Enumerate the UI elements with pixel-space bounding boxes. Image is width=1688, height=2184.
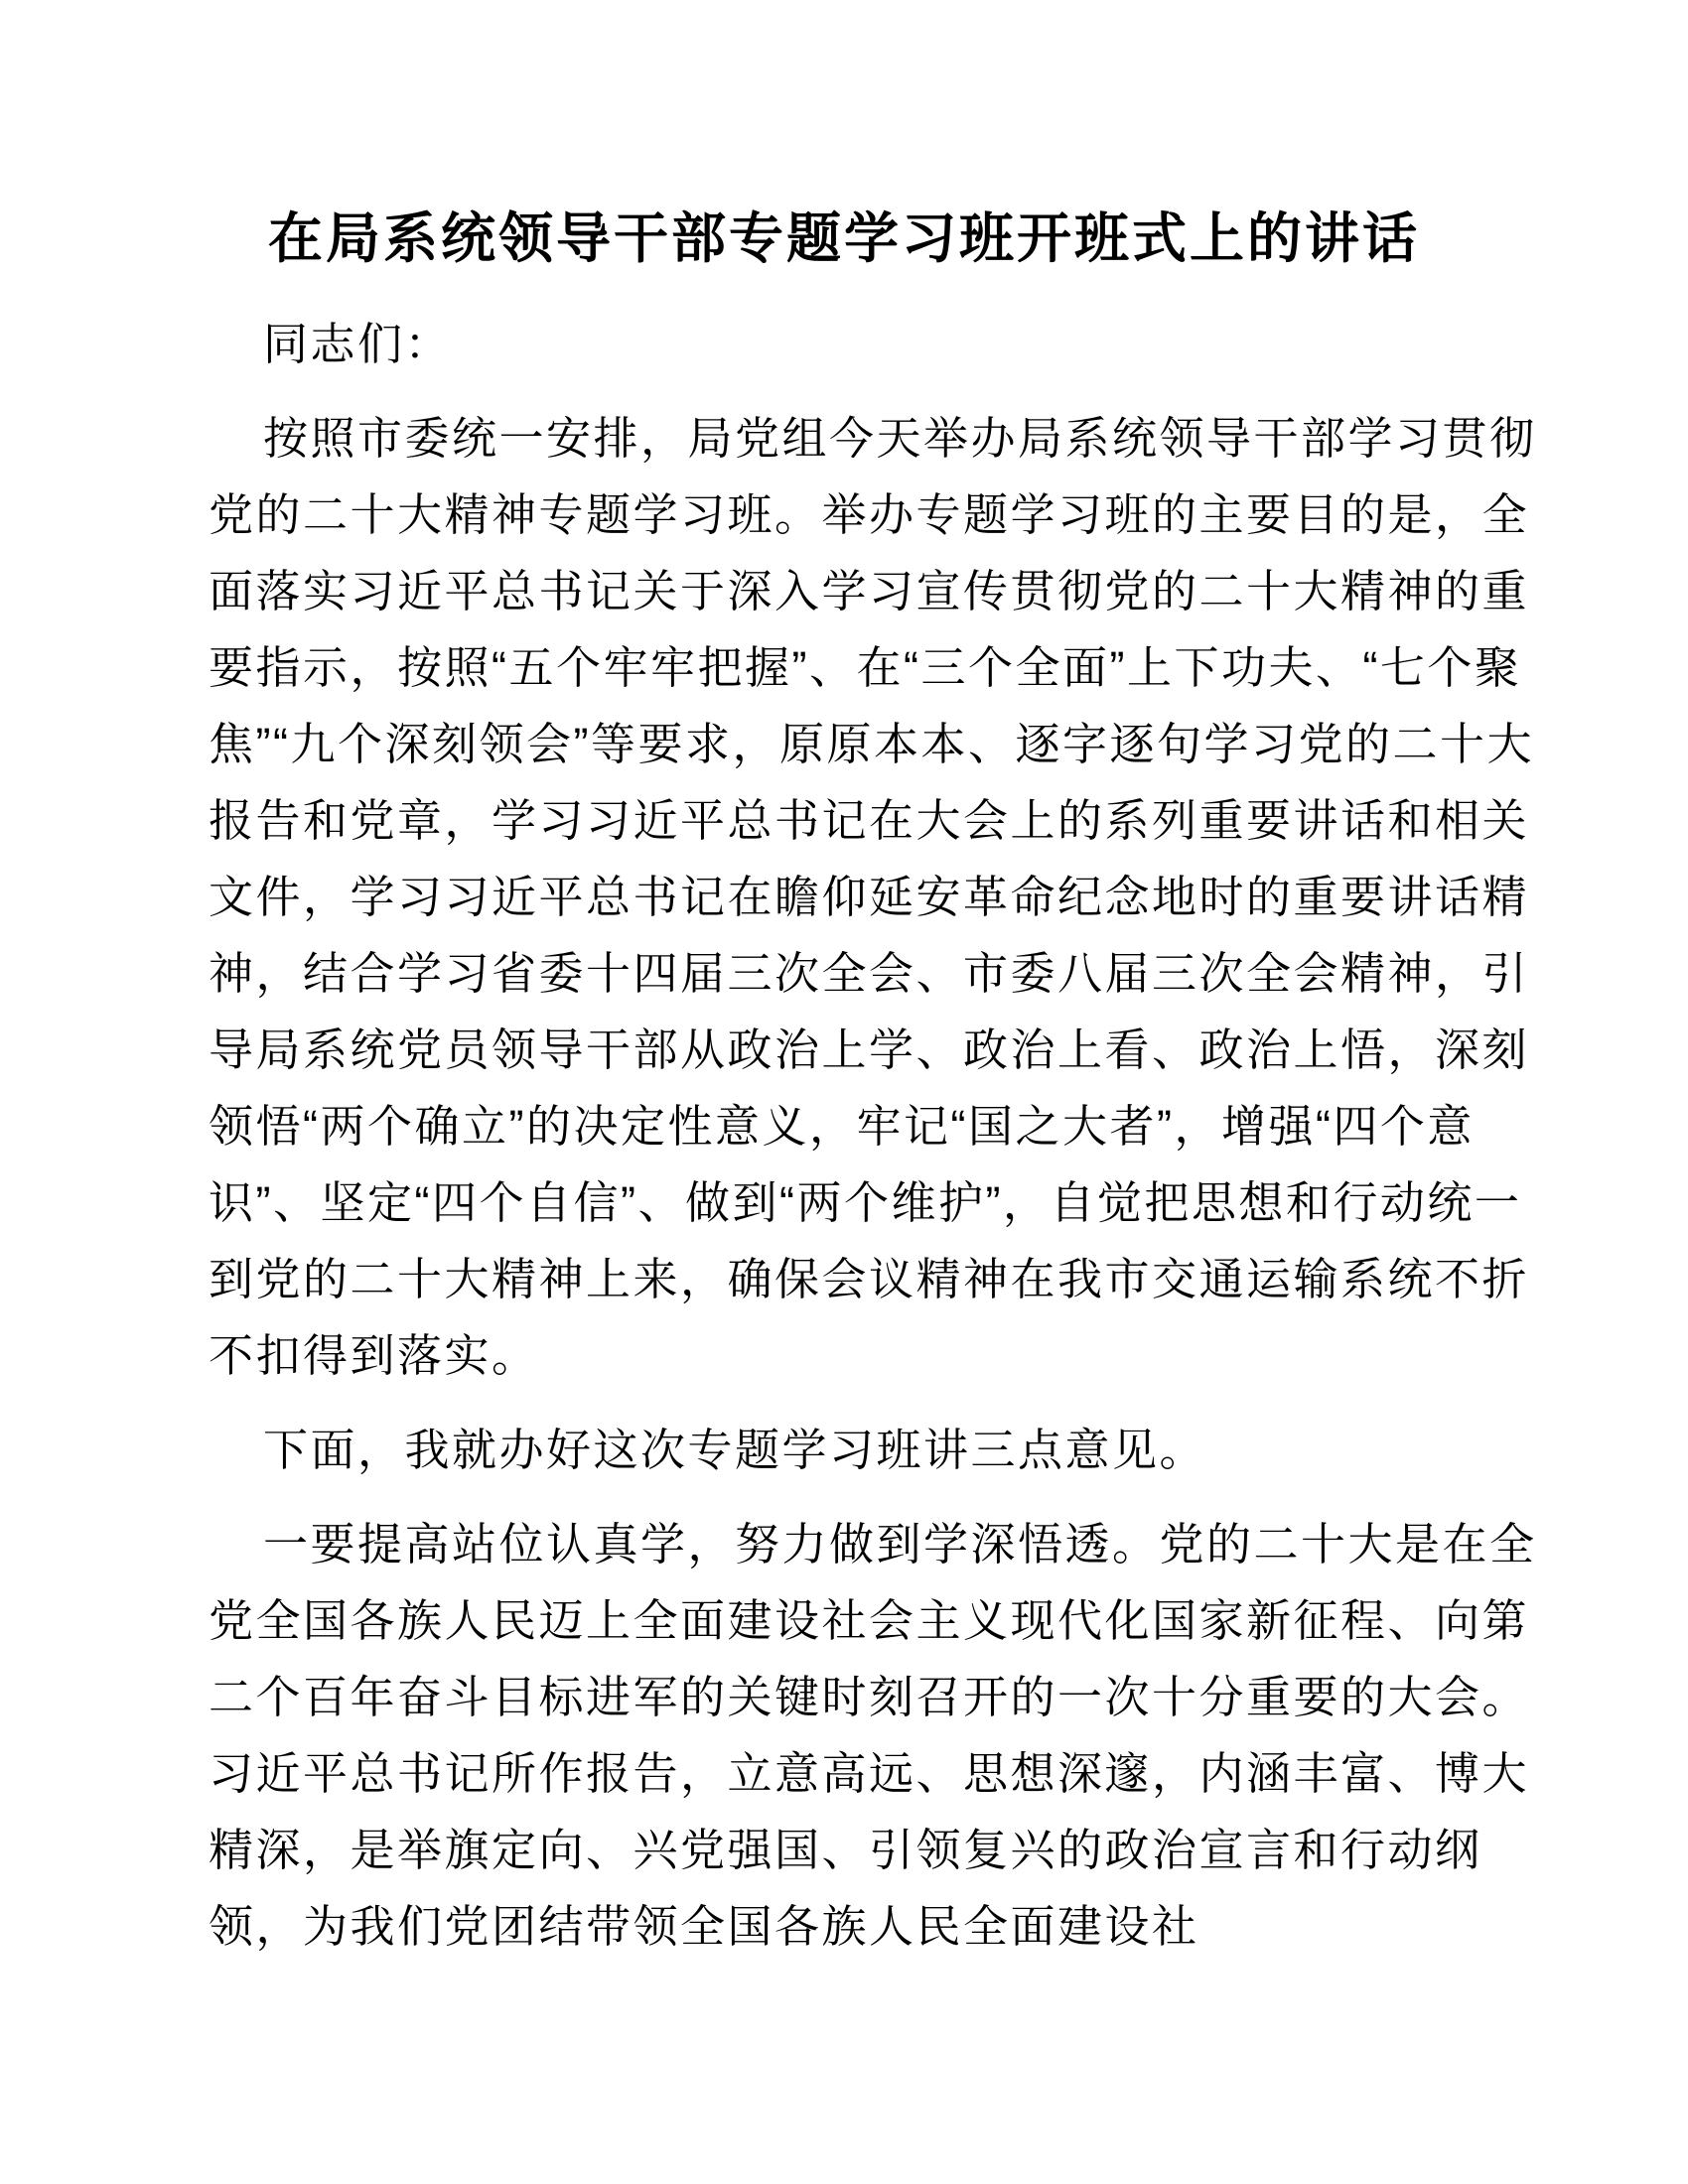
body-paragraph-1: 按照市委统一安排，局党组今天举办局系统领导干部学习贯彻党的二十大精神专题学习班。举办专题学习班的主要目的是，全面落实习近平总书记关于深入学习宣传贯彻党的二十大精神的重要指示，按照“五个牢牢把握”、在“三个全面”上下功夫、“七个聚焦”“九个深刻领会”等要求，原原本本、逐字逐句学习党的二十大报告和党章，学习习近平总书记在大会上的系列重要讲话和相关文件，学习习近平总书记在瞻仰延安革命纪念地时的重要讲话精神，结合学习省委十四届三次全会、市委八届三次全会精神，引导局系统党员领导干部从政治上学、政治上看、政治上悟，深刻领悟“两个确立”的决定性意义，牢记“国之大者”，增强“四个意识”、坚定“四个自信”、做到“两个维护”，自觉把思想和行动统一到党的二十大精神上来，确保会议精神在我市交通运输系统不折不扣得到落实。 bbox=[209, 413, 1537, 1381]
body-paragraph-3: 一要提高站位认真学，努力做到学深悟透。党的二十大是在全党全国各族人民迈上全面建设社会主义现代化国家新征程、向第二个百年奋斗目标进军的关键时刻召开的一次十分重要的大会。习近平总书记所作报告，立意高远、思想深邃，内涵丰富、博大精深，是举旗定向、兴党强国、引领复兴的政治宣言和行动纲领，为我们党团结带领全国各族人民全面建设社 bbox=[209, 1519, 1537, 1952]
document-body bbox=[209, 306, 1539, 1965]
document-title: 在局系统领导干部专题学习班开班式上的讲话 bbox=[267, 207, 1420, 269]
body-paragraph-2: 下面，我就办好这次专题学习班讲三点意见。 bbox=[263, 1425, 1207, 1475]
salutation-paragraph: 同志们： bbox=[263, 319, 453, 369]
